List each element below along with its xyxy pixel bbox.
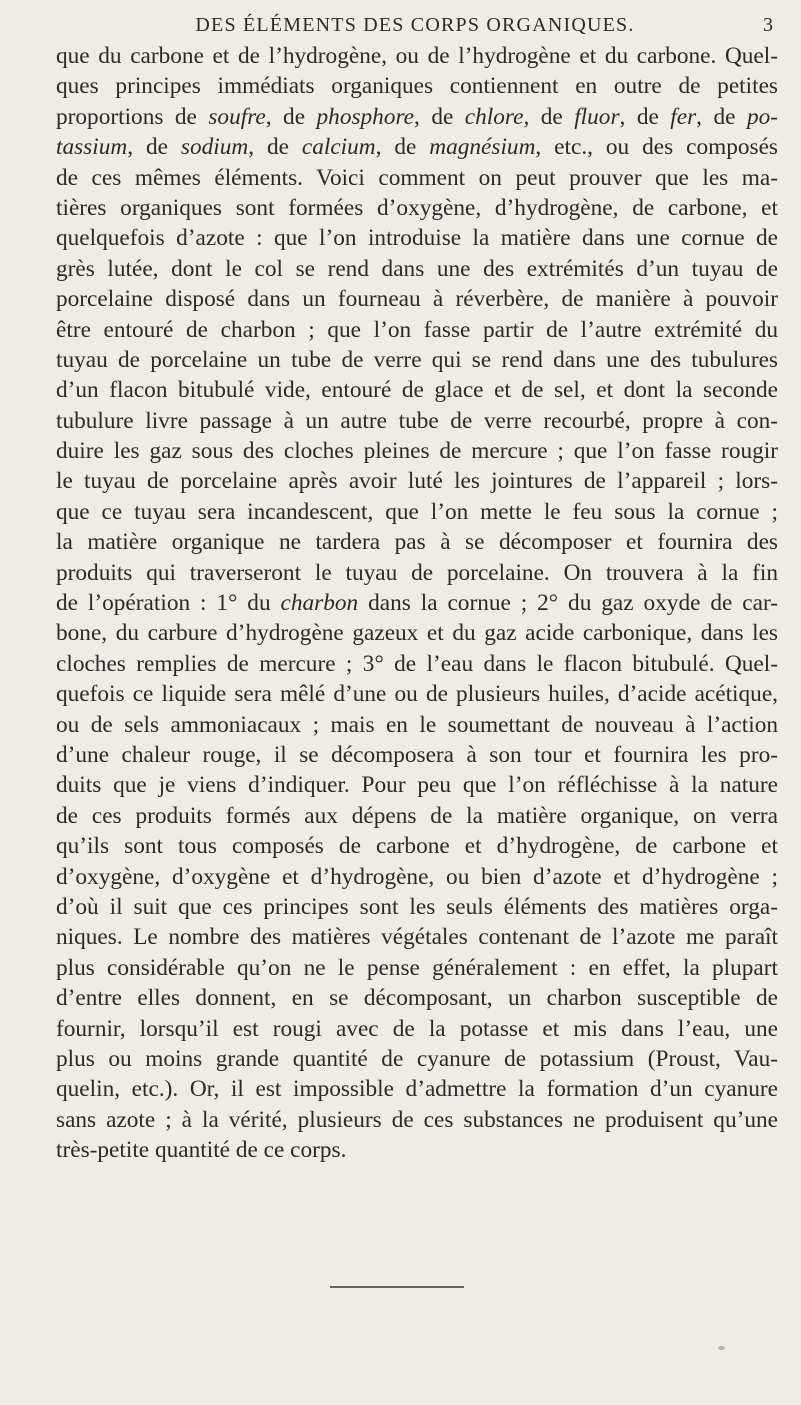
text-line: de ces mêmes éléments. Voici comment on peut prouver que les ma- [56, 164, 778, 191]
running-head [55, 14, 775, 44]
text-line: le tuyau de porcelaine après avoir luté les jointures de l’appareil ; lors- [56, 468, 778, 495]
text-line: quelin, etc.). Or, il est impossible d’admettre la formation d’un cyanure [56, 1076, 778, 1103]
text-line: que du carbone et de l’hydrogène, ou de l’hydrogène et du carbone. Quel- [56, 43, 778, 69]
text-line: grès lutée, dont le col se rend dans une des extrémités d’un tuyau de [56, 255, 778, 282]
text-line: produits qui traverseront le tuyau de porcelaine. On trouvera à la fin [56, 559, 778, 586]
text-line: que ce tuyau sera incandescent, que l’on mette le feu sous la cornue ; [56, 498, 778, 525]
text-line: tuyau de porcelaine un tube de verre qui se rend dans une des tubulures [56, 346, 778, 373]
print-speck [718, 1346, 725, 1350]
text-line: porcelaine disposé dans un fourneau à réverbère, de manière à pouvoir [56, 286, 778, 313]
text-line: la matière organique ne tardera pas à se décomposer et fournira des [56, 529, 778, 556]
text-line: sans azote ; à la vérité, plusieurs de ces substances ne produisent qu’une [56, 1106, 778, 1133]
text-line: quelquefois d’azote : que l’on introduise la matière dans une cornue de [56, 225, 778, 252]
text-line: ques principes immédiats organiques contiennent en outre de petites [56, 73, 778, 100]
text-line: d’un flacon bitubulé vide, entouré de glace et de sel, et dont la seconde [56, 377, 778, 404]
text-line: plus considérable qu’on ne le pense généralement : en effet, la plupart [56, 954, 778, 981]
text-line: cloches remplies de mercure ; 3° de l’eau dans le flacon bitubulé. Quel- [56, 650, 778, 677]
text-line: proportions de soufre, de phosphore, de chlore, de fluor, de fer, de po- [56, 103, 778, 130]
text-line: être entouré de charbon ; que l’on fasse partir de l’autre extrémité du [56, 316, 778, 343]
end-rule [330, 1286, 464, 1288]
text-line: d’oxygène, d’oxygène et d’hydrogène, ou bien d’azote et d’hydrogène ; [56, 863, 778, 890]
running-title: DES ÉLÉMENTS DES CORPS ORGANIQUES. [195, 14, 635, 36]
text-line: qu’ils sont tous composés de carbone et d’hydrogène, de carbone et [56, 833, 778, 860]
text-line: de ces produits formés aux dépens de la matière organique, on verra [56, 802, 778, 829]
text-line: quefois ce liquide sera mêlé d’une ou de plusieurs huiles, d’acide acétique, [56, 681, 778, 708]
text-line: bone, du carbure d’hydrogène gazeux et du gaz acide carbonique, dans les [56, 620, 778, 647]
page-number: 3 [763, 14, 773, 36]
text-line: duire les gaz sous des cloches pleines de mercure ; que l’on fasse rougir [56, 438, 778, 465]
text-line: tubulure livre passage à un autre tube de verre recourbé, propre à con- [56, 407, 778, 434]
text-line: plus ou moins grande quantité de cyanure de potassium (Proust, Vau- [56, 1045, 778, 1072]
text-line: très-petite quantité de ce corps. [56, 1137, 347, 1164]
text-line: tassium, de sodium, de calcium, de magnésium, etc., ou des composés [56, 134, 778, 161]
text-line: niques. Le nombre des matières végétales contenant de l’azote me paraît [56, 924, 778, 951]
text-line: d’entre elles donnent, en se décomposant, un charbon susceptible de [56, 985, 778, 1012]
text-line: d’où il suit que ces principes sont les seuls éléments des matières orga- [56, 893, 778, 920]
text-line: d’une chaleur rouge, il se décomposera à son tour et fournira les pro- [56, 741, 778, 768]
body-text [56, 41, 778, 1165]
text-line: duits que je viens d’indiquer. Pour peu que l’on réfléchisse à la nature [56, 772, 778, 799]
text-line: fournir, lorsqu’il est rougi avec de la potasse et mis dans l’eau, une [56, 1015, 778, 1042]
text-line: tières organiques sont formées d’oxygène, d’hydrogène, de carbone, et [56, 194, 778, 221]
text-line: ou de sels ammoniacaux ; mais en le soumettant de nouveau à l’action [56, 711, 778, 738]
text-line: de l’opération : 1° du charbon dans la cornue ; 2° du gaz oxyde de car- [56, 590, 778, 617]
